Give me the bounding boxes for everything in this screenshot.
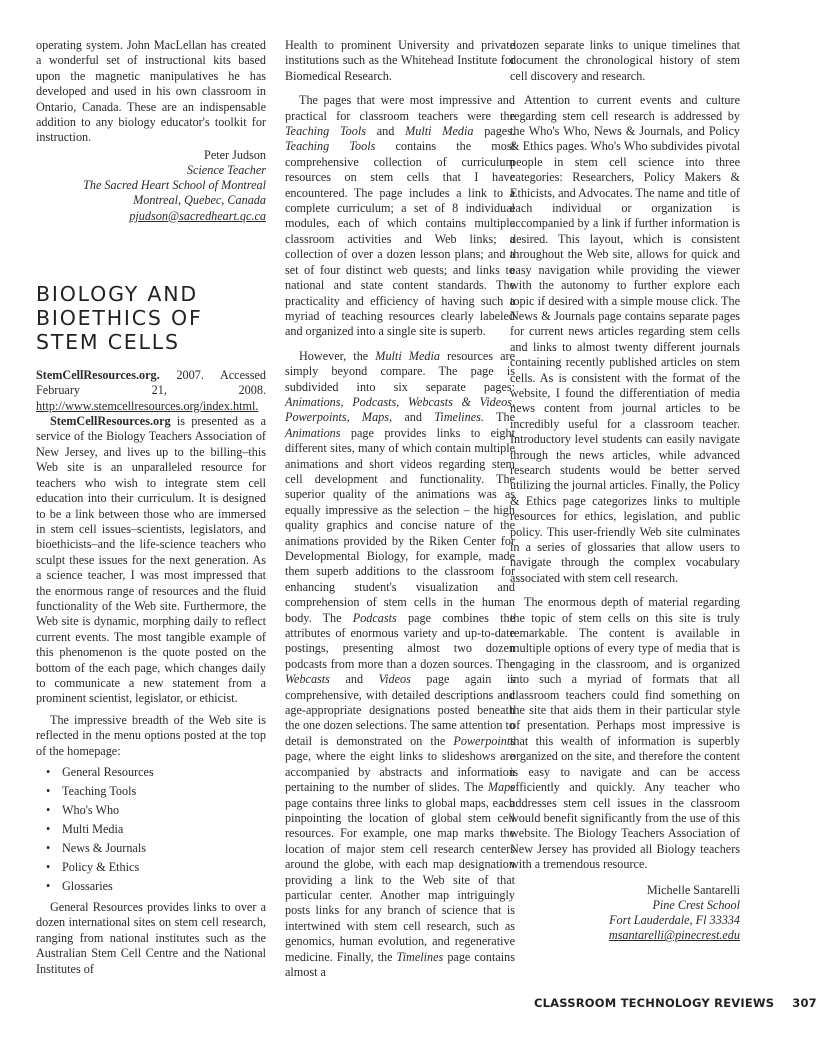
body-paragraph-5 <box>285 349 515 981</box>
list-item: • News & Journals <box>62 839 266 858</box>
text-run: Multi Media <box>405 124 474 139</box>
citation-title: StemCellResources.org. <box>36 367 160 382</box>
text-run: However, the <box>299 348 376 363</box>
reviewer-email-link[interactable]: msantarelli@pinecrest.edu <box>608 928 740 943</box>
reviewer-signature <box>36 148 266 224</box>
text-run: resources are simply beyond compare. The page is subdivided into six separate pages: <box>285 348 515 394</box>
text-run: page again is comprehensive, with detailed descriptions and age-appropriate designations posted beneath the one dozen selections. The same attention to detail is demonstrated on the <box>285 672 515 748</box>
text-run: Animations, Podcasts, Webcasts & Videos, Powerpoints, Maps, <box>285 394 515 425</box>
reviewer-title: Science Teacher <box>186 163 266 178</box>
list-item: • Who's Who <box>62 801 266 820</box>
reviewer-name: Michelle Santarelli <box>646 882 740 897</box>
text-run: page contains almost a <box>285 949 515 979</box>
reviewer-school: Pine Crest School <box>652 897 740 912</box>
text-run: Powerpoints <box>453 733 515 748</box>
list-item: • Multi Media <box>62 820 266 839</box>
text-run: Podcasts <box>352 610 397 625</box>
text-run: pages. <box>473 124 515 139</box>
reviewer-school: The Sacred Heart School of Montreal <box>83 178 266 193</box>
text-run: Animations <box>285 425 341 440</box>
text-run: page combines the attributes of enormous variety and up-to-date postings, presenting almost two dozen podcasts from more than a dozen sources. The <box>285 610 515 671</box>
text-run: Maps <box>487 780 515 795</box>
body-paragraph-1 <box>36 414 266 707</box>
continued-paragraph: dozen separate links to unique timelines that document the chronological history of stem cell discovery and research. <box>510 38 740 83</box>
list-item: • Teaching Tools <box>62 782 266 801</box>
review-heading: BIOLOGY AND BIOETHICS OF STEM CELLS <box>36 281 203 354</box>
list-item: • Glossaries <box>62 877 266 896</box>
text-run: Timelines. <box>434 410 484 425</box>
site-name-lead: StemCellResources.org <box>50 414 171 429</box>
text-run: and <box>329 672 379 687</box>
text-run: page, where the eight links to slideshows are accompanied by abstracts and information pertaining to the number of slides. The <box>285 749 515 795</box>
body-paragraph-1-text: is presented as a service of the Biology Teachers Association of New Jersey, and lives up to the billing–this Web site is an unparalleled resource for teachers who wish to integrate stem cell education into their curriculum. It is designed to be a link between those who are immersed in stem cell issues–scientists, legislators, and bioethicists–and the life-science teachers who sculpt these issues for the next generation. As a science teacher, I was most impressed that the enormous range of resources and the fluid functionality of the Web site. Furthermore, the Web site is dynamic, morphing daily to reflect current events. The most tangible example of this phenomenon is the quote posted on the bottom of the each page, which changes daily to communicate a new statement from a prominent scientist, legislator, or ethicist. <box>36 414 266 706</box>
column-3 <box>510 38 740 943</box>
intro-paragraph: operating system. John MacLellan has created a wonderful set of instructional kits based upon the magnetic manipulatives he has developed and used in his own classroom in Ontario, Canada. These are an indispensable addition to any biology educator's toolkit for instruction. <box>36 38 266 145</box>
text-run: The <box>483 410 515 425</box>
menu-options-list <box>36 763 266 896</box>
text-run: Teaching Tools <box>285 124 366 139</box>
continued-paragraph: Health to prominent University and private institutions such as the Whitehead Institute for Biomedical Research. <box>285 38 515 83</box>
body-paragraph-2: The impressive breadth of the Web site is reflected in the menu options posted at the top of the homepage: <box>36 712 266 758</box>
list-item: • General Resources <box>62 763 266 782</box>
body-paragraph-4 <box>285 93 515 340</box>
body-paragraph-6: Attention to current events and culture regarding stem cell research is addressed by the Who's Who, News & Journals, and Policy & Ethics pages. Who's Who subdivides pivotal people in stem cell science into three categories: Researchers, Policy Makers & Ethicists, and Advocates. The name and title of each individual or organization is accompanied by a link if further information is desired. This layout, which is consistent throughout the Web site, allows for quick and easy navigation while providing the viewer with the autonomy to further explore each topic if desired with a simple mouse click. The News & Journals page contains separate pages for current news articles regarding stem cells and links to almost twenty different journals containing recently published articles on stem cells. As is consistent with the format of the website, I found the differentiation of media news content from journal articles to be incredibly useful for a classroom teacher. Introductory level students can easily navigate through the news articles, while advanced research students would be better served utilizing the journal articles. Finally, the Policy & Ethics page categorizes links to multiple resources for ethics, legislation, and public policy. This user-friendly Web site culminates in a series of glossaries that allow users to navigate through the complex vocabulary associated with stem cell research. <box>510 93 740 585</box>
text-run: Videos <box>378 672 411 687</box>
page-number: 307 <box>792 996 817 1010</box>
list-item: • Policy & Ethics <box>62 858 266 877</box>
text-run: contains the most comprehensive collection of curriculum resources on stem cells that I have encountered. The page includes a link to a complete curriculum; a set of 8 individual modules, each of which contains multiple classroom activities and Web links; a collection of over a dozen lesson plans; and a set of four distinct web quests; and links to national and state content standards. The practicality and efficiency of having such a myriad of teaching resources clearly labeled and organized into a single site is superb. <box>285 139 515 339</box>
text-run: page provides links to eight different sites, many of which contain multiple animations and short videos regarding stem cell development and functionality. The superior quality of the animations was as equally impressive as the selection – the high quality graphics and concise nature of the animations provided by the Riken Center for Developmental Biology, for example, made them superb additions to the classroom for enhancing student's visualization and comprehension of stem cells in the human body. The <box>285 425 515 625</box>
reviewer-location: Montreal, Quebec, Canada <box>133 193 266 208</box>
citation <box>36 368 266 414</box>
page-footer <box>534 996 817 1010</box>
text-run: Teaching Tools <box>285 139 376 154</box>
body-paragraph-7: The enormous depth of material regarding the topic of stem cells on this site is truly remarkable. The content is available in multiple options of every type of media that is engaging in the classroom, and is organized into such a myriad of formats that all classroom teachers could find something on the site that aids them in their particular style of presentation. Perhaps most impressive is that this wealth of information is superbly organized on the site, and therefore the content is easy to navigate and can be access efficiently and quickly. Any teacher who addresses stem cell issues in the classroom would benefit significantly from the use of this website. The Biology Teachers Association of New Jersey has provided all Biology teachers with a tremendous resource. <box>510 595 740 872</box>
reviewer-email-link[interactable]: pjudson@sacredheart.qc.ca <box>129 208 266 223</box>
text-run: page contains three links to global maps, each pinpointing the location of global stem cell resources. For example, one map marks the location of major stem cell research centers around the globe, with each map designation providing a link to the Web site of that particular center. Another map intriguingly posts links for any branch of science that is intertwined with stem cell research, such as genomics, human evolution, and regenerative medicine. Finally, the <box>285 795 515 964</box>
reviewer-signature <box>510 883 740 944</box>
text-run: Webcasts <box>285 672 330 687</box>
column-1 <box>36 38 266 977</box>
reviewer-location: Fort Lauderdale, Fl 33334 <box>609 912 740 927</box>
text-run: and <box>392 410 435 425</box>
citation-url-link[interactable]: http://www.stemcellresources.org/index.html. <box>36 398 259 413</box>
text-run: Timelines <box>396 949 444 964</box>
text-run: The pages that were most impressive and practical for classroom teachers were the <box>285 93 515 123</box>
citation-details: 2007. Accessed February 21, 2008. <box>36 367 266 398</box>
text-run: Multi Media <box>375 348 440 363</box>
reviewer-name: Peter Judson <box>204 147 266 162</box>
text-run: and <box>365 124 406 139</box>
column-2 <box>285 38 515 980</box>
body-paragraph-3: General Resources provides links to over a dozen international sites on stem cell research, ranging from national institutes such as the Australian Stem Cell Centre and the National Institutes of <box>36 900 266 976</box>
section-title: CLASSROOM TECHNOLOGY REVIEWS <box>534 996 775 1010</box>
